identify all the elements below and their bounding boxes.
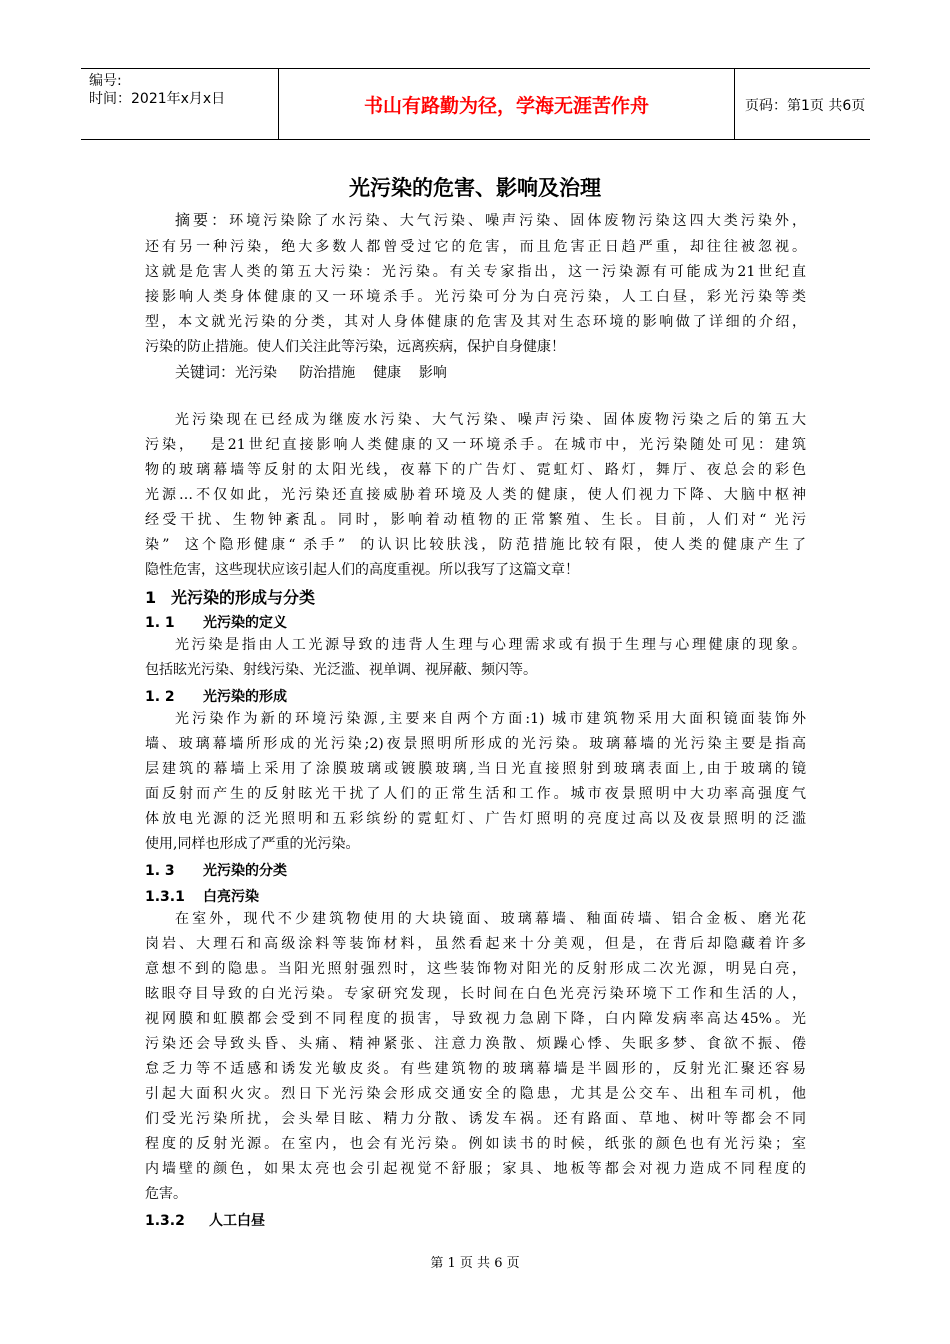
intro-line: 光源…不仅如此，光污染还直接威胁着环境及人类的健康，使人们视力下降、大脑中枢神 bbox=[145, 487, 806, 503]
paragraph-line: 视网膜和虹膜都会受到不同程度的损害，导致视力急剧下降，白内障发病率高达45%。光 bbox=[145, 1011, 806, 1027]
paragraph-line: 体放电光源的泛光照明和五彩缤纷的霓虹灯、广告灯照明的亮度过高以及夜景照明的泛滥 bbox=[145, 811, 806, 827]
abstract-line: 还有另一种污染，绝大多数人都曾受过它的危害，而且危害正日趋严重，却往往被忽视。 bbox=[145, 239, 806, 255]
motto: 书山有路勤为径，学海无涯苦作舟 bbox=[363, 95, 649, 117]
page-info: 页码：第1页 共6页 bbox=[745, 98, 866, 114]
intro-line: 物的玻璃幕墙等反射的太阳光线，夜幕下的广告灯、霓虹灯、路灯，舞厅、夜总会的彩色 bbox=[145, 462, 806, 478]
paragraph-line: 使用,同样也形成了严重的光污染。 bbox=[145, 836, 360, 852]
header-middle-cell bbox=[278, 69, 735, 139]
time-label: 时间：2021年x月x日 bbox=[89, 91, 226, 107]
intro-line: 光污染现在已经成为继废水污染、大气污染、噪声污染、固体废物污染之后的第五大 bbox=[175, 412, 806, 428]
abstract-label: 摘要： bbox=[175, 211, 230, 229]
paragraph-line: 程度的反射光源。在室内，也会有光污染。例如读书的时候，纸张的颜色也有光污染；室 bbox=[145, 1136, 806, 1152]
page-footer: 第 1 页 共 6 页 bbox=[430, 1256, 520, 1271]
header-table bbox=[81, 68, 870, 140]
paragraph-line: 内墙壁的颜色，如果太亮也会引起视觉不舒服；家具、地板等都会对视力造成不同程度的 bbox=[145, 1161, 806, 1177]
paragraph-line: 引起大面积火灾。烈日下光污染会形成交通安全的隐患，尤其是公交车、出租车司机，他 bbox=[145, 1086, 806, 1102]
abstract-line: 型，本文就光污染的分类，其对人身体健康的危害及其对生态环境的影响做了详细的介绍， bbox=[145, 314, 806, 330]
document-title: 光污染的危害、影响及治理 bbox=[349, 176, 601, 200]
paragraph-line: 在室外，现代不少建筑物使用的大块镜面、玻璃幕墙、釉面砖墙、铝合金板、磨光花 bbox=[175, 911, 806, 927]
subsubsection-heading: 1.3.1 白亮污染 bbox=[145, 889, 259, 905]
keywords-label: 关键词： bbox=[175, 363, 236, 381]
paragraph-line: 层建筑的幕墙上采用了涂膜玻璃或镀膜玻璃,当日光直接照射到玻璃表面上,由于玻璃的镜 bbox=[145, 761, 806, 777]
header-left-cell bbox=[81, 69, 278, 139]
paragraph-line: 们受光污染所扰，会头晕目眩、精力分散、诱发车祸。还有路面、草地、树叶等都会不同 bbox=[145, 1111, 806, 1127]
paragraph-line: 面反射而产生的反射眩光干扰了人们的正常生活和工作。城市夜景照明中大功率高强度气 bbox=[145, 786, 806, 802]
subsection-heading: 1. 2 光污染的形成 bbox=[145, 689, 287, 705]
paragraph-line: 眩眼夺目导致的白光污染。专家研究发现，长时间在白色光亮污染环境下工作和生活的人， bbox=[145, 986, 806, 1002]
subsection-heading: 1. 3 光污染的分类 bbox=[145, 863, 287, 879]
intro-line: 染” 这个隐形健康“ 杀手” 的认识比较肤浅，防范措施比较有限，使人类的健康产生了 bbox=[145, 537, 806, 553]
paragraph-line: 墙、玻璃幕墙所形成的光污染;2)夜景照明所形成的光污染。玻璃幕墙的光污染主要是指高 bbox=[145, 736, 806, 752]
keywords-line bbox=[175, 360, 806, 385]
abstract-line: 污染的防止措施。使人们关注此等污染，远离疾病，保护自身健康！ bbox=[145, 339, 565, 355]
paragraph-line: 意想不到的隐患。当阳光照射强烈时，这些装饰物对阳光的反射形成二次光源，明晃白亮， bbox=[145, 961, 806, 977]
paragraph-line: 光污染是指由人工光源导致的违背人生理与心理需求或有损于生理与心理健康的现象。 bbox=[175, 637, 806, 653]
abstract-line: 接影响人类身体健康的又一环境杀手。光污染可分为白亮污染，人工白昼，彩光污染等类 bbox=[145, 289, 806, 305]
paragraph-line: 污染还会导致头昏、头痛、精神紧张、注意力涣散、烦躁心悸、失眠多梦、食欲不振、倦 bbox=[145, 1036, 806, 1052]
paragraph-line: 光污染作为新的环境污染源,主要来自两个方面:1) 城市建筑物采用大面积镜面装饰外 bbox=[175, 711, 806, 727]
subsubsection-heading: 1.3.2 人工白昼 bbox=[145, 1213, 265, 1229]
paragraph-line: 包括眩光污染、射线污染、光泛滥、视单调、视屏蔽、频闪等。 bbox=[145, 662, 537, 678]
keywords-items: 光污染 防治措施 健康 影响 bbox=[235, 365, 447, 381]
abstract-line: 这就是危害人类的第五大污染：光污染。有关专家指出，这一污染源有可能成为21世纪直 bbox=[145, 264, 806, 280]
header-right-cell bbox=[735, 69, 870, 139]
intro-line: 污染， 是21世纪直接影响人类健康的又一环境杀手。在城市中，光污染随处可见：建筑 bbox=[145, 437, 806, 453]
number-label: 编号: bbox=[89, 73, 122, 89]
abstract-first-line: 摘要：环境污染除了水污染、大气污染、噪声污染、固体废物污染这四大类污染外， bbox=[175, 211, 806, 229]
intro-line: 隐性危害，这些现状应该引起人们的高度重视。所以我写了这篇文章！ bbox=[145, 562, 579, 578]
paragraph-line: 岗岩、大理石和高级涂料等装饰材料，虽然看起来十分美观，但是，在背后却隐藏着许多 bbox=[145, 936, 806, 952]
paragraph-line: 危害。 bbox=[145, 1186, 187, 1202]
paragraph-line: 怠乏力等不适感和诱发光敏皮炎。有些建筑物的玻璃幕墙是半圆形的，反射光汇聚还容易 bbox=[145, 1061, 806, 1077]
intro-line: 经受干扰、生物钟紊乱。同时，影响着动植物的正常繁殖、生长。目前，人们对“ 光污 bbox=[145, 512, 806, 528]
subsection-heading: 1. 1 光污染的定义 bbox=[145, 615, 287, 631]
section-heading: 1 光污染的形成与分类 bbox=[145, 588, 316, 607]
